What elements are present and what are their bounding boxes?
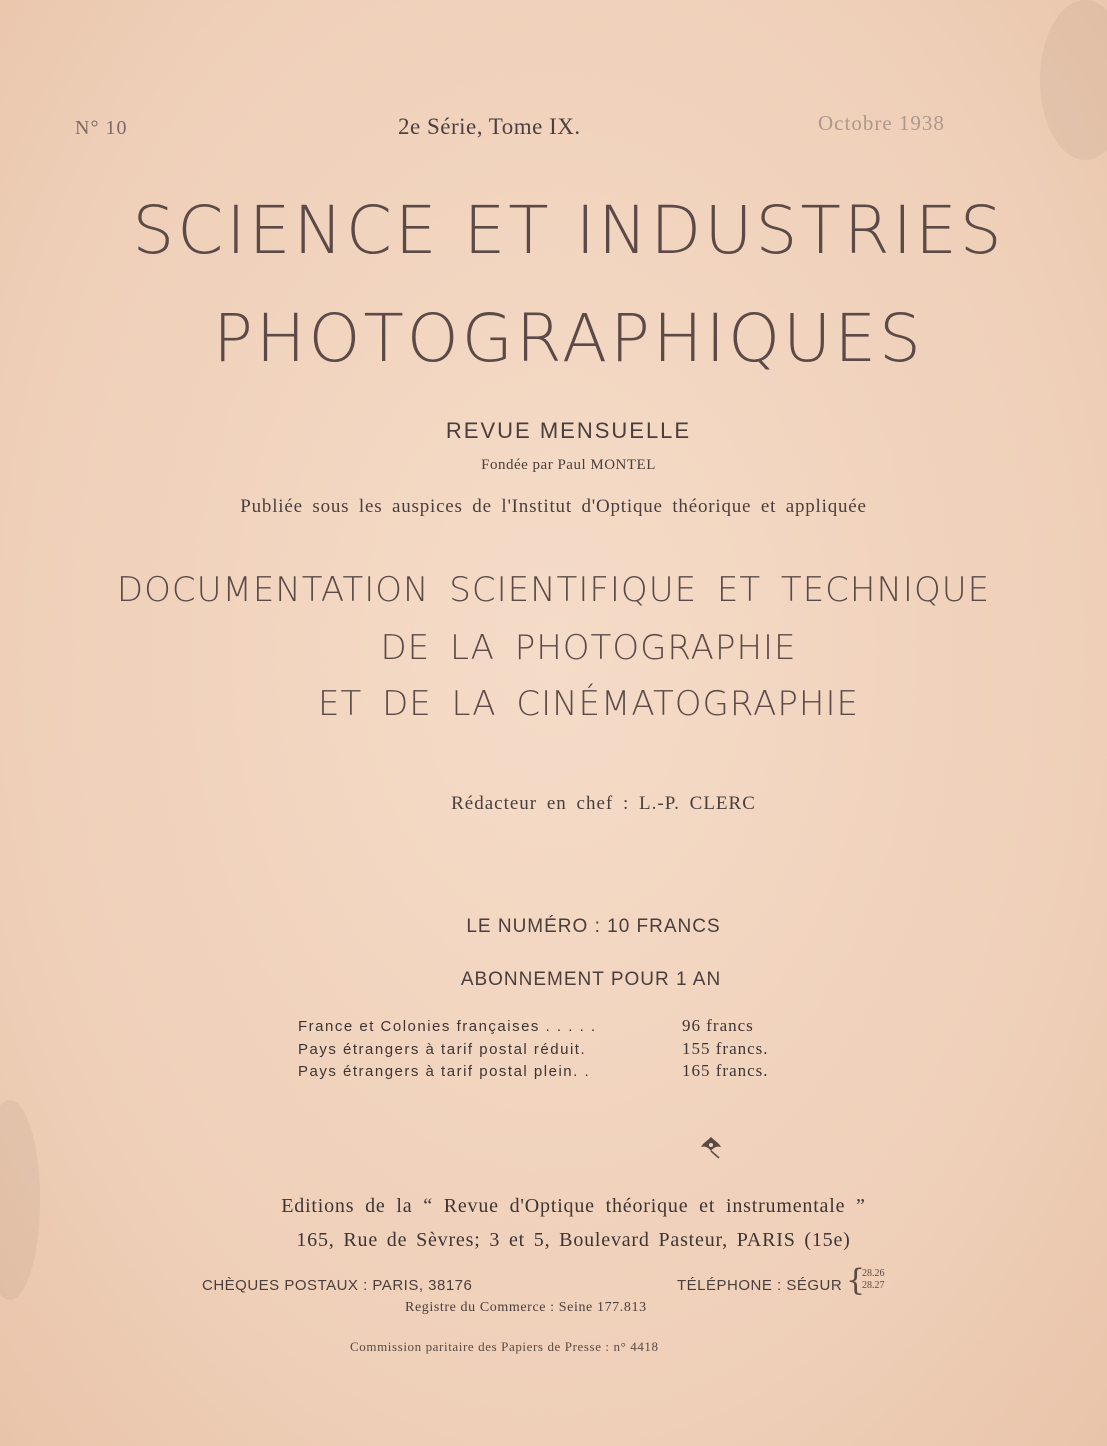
documentation-line-1: DOCUMENTATION SCIENTIFIQUE ET TECHNIQUE [116,570,991,610]
issue-date: Octobre 1938 [818,111,945,135]
auspices-line: Publiée sous les auspices de l'Institut d'Optique théorique et appliquée [240,496,867,517]
documentation-line-2: DE LA PHOTOGRAPHIE [380,628,797,668]
paper-stain [1040,0,1107,160]
rate-label: Pays étrangers à tarif postal réduit. [298,1041,587,1058]
documentation-line-3: ET DE LA CINÉMATOGRAPHIE [318,684,859,724]
rate-label: France et Colonies françaises . . . . . [298,1018,597,1035]
rate-price: 155 francs. [682,1039,769,1058]
telephone-number: 28.27 [862,1280,885,1291]
telephone-number: 28.26 [862,1268,885,1279]
subscription-rate-row [298,1016,754,1036]
founder-line: Fondée par Paul MONTEL [481,457,656,473]
press-commission: Commission paritaire des Papiers de Presse : n° 4418 [350,1339,659,1354]
issue-price: LE NUMÉRO : 10 FRANCS [466,916,721,937]
postal-cheques: CHÈQUES POSTAUX : PARIS, 38176 [202,1277,473,1294]
publisher-address: 165, Rue de Sèvres; 3 et 5, Boulevard Pasteur, PARIS (15e) [296,1229,851,1251]
rate-label: Pays étrangers à tarif postal plein. . [298,1063,591,1080]
fleuron-icon [697,1133,725,1166]
publisher-name: Editions de la “ Revue d'Optique théorique et instrumentale ” [281,1195,866,1217]
subscription-rate-row [298,1039,769,1059]
subscription-rate-row [298,1061,769,1081]
editor-in-chief: Rédacteur en chef : L.-P. CLERC [451,793,756,814]
main-title-line-1: SCIENCE ET INDUSTRIES [132,192,1005,269]
subscription-heading: ABONNEMENT POUR 1 AN [460,969,722,990]
telephone-numbers [862,1268,885,1292]
brace-glyph: { [846,1263,866,1298]
series-info: 2e Série, Tome IX. [398,114,581,139]
issue-number: N° 10 [75,117,128,139]
telephone-label: TÉLÉPHONE : SÉGUR [677,1277,843,1294]
rate-price: 96 francs [682,1016,754,1035]
commerce-registry: Registre du Commerce : Seine 177.813 [405,1300,647,1315]
rate-price: 165 francs. [682,1061,769,1080]
subtitle: REVUE MENSUELLE [445,418,692,443]
main-title-line-2: PHOTOGRAPHIQUES [213,300,924,377]
